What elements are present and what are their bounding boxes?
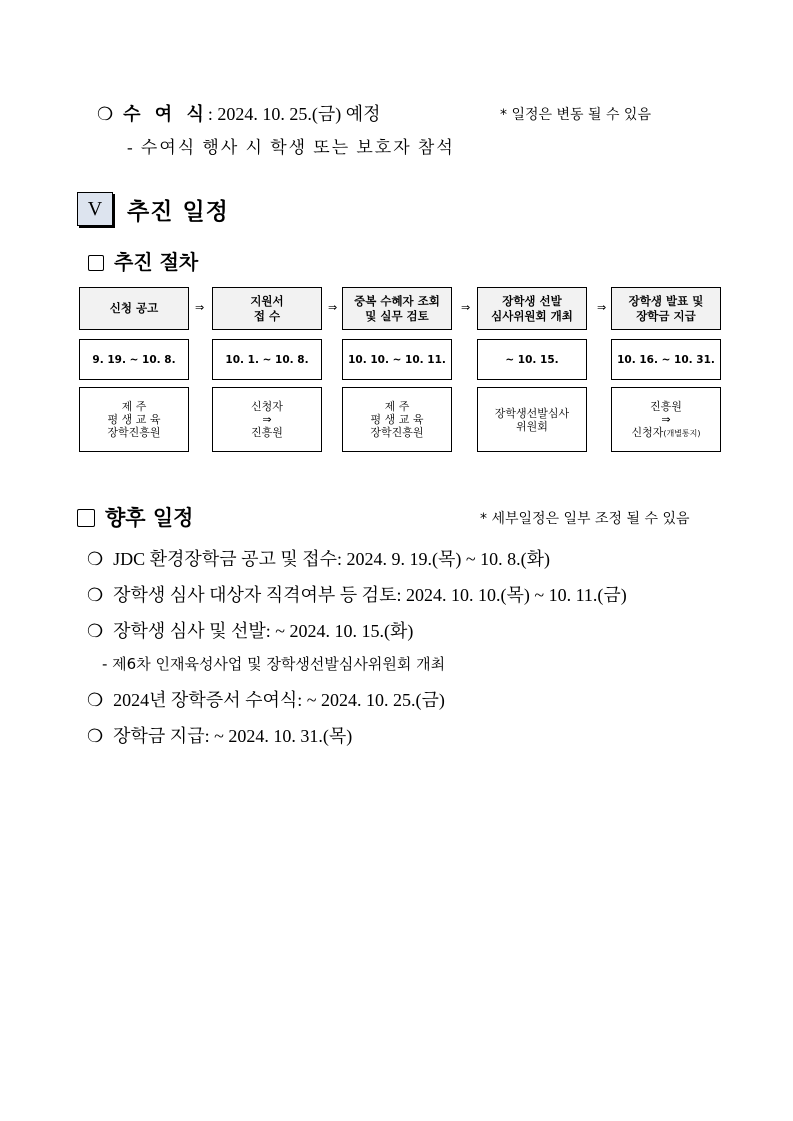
schedule-note: * 세부일정은 일부 조정 될 수 있음 xyxy=(480,511,690,527)
flow-step-label: 중복 수혜자 조회 xyxy=(354,293,440,308)
ceremony-date: : 2024. 10. 25.(금) 예정 xyxy=(207,104,381,124)
flow-date-box xyxy=(611,339,721,380)
flow-org-text: 신청자 xyxy=(631,425,664,439)
flow-step-box xyxy=(212,287,322,330)
flow-date-text: 10. 10. ~ 10. 11. xyxy=(348,353,446,366)
flow-step-box xyxy=(79,287,189,330)
bullet-circle: ❍ xyxy=(87,585,104,605)
flow-arrow-icon: ⇒ xyxy=(461,301,471,314)
schedule-item xyxy=(87,617,413,643)
flow-date-text: 10. 16. ~ 10. 31. xyxy=(617,353,715,366)
flow-org-box xyxy=(212,387,322,452)
flow-step-label: 장학생 발표 및 xyxy=(628,293,704,308)
flow-arrow-icon: ⇒ xyxy=(328,301,338,314)
flow-org-text: 위원회 xyxy=(516,419,548,433)
schedule-heading xyxy=(77,502,193,532)
flow-step-label: 지원서 xyxy=(250,293,284,308)
schedule-heading-text: 향후 일정 xyxy=(105,506,194,530)
flow-org-text: 평 생 교 육 xyxy=(107,412,161,426)
flow-org-text: ⇒ xyxy=(262,412,272,426)
flow-org-box xyxy=(342,387,452,452)
flow-arrow-icon: ⇒ xyxy=(597,301,607,314)
bullet-circle: ❍ xyxy=(87,690,104,710)
schedule-item xyxy=(87,722,352,748)
flow-step-label: 및 실무 검토 xyxy=(365,308,429,323)
flow-org-text: 제 주 xyxy=(384,399,410,413)
ceremony-sub: - 수여식 행사 시 학생 또는 보호자 참석 xyxy=(127,138,455,157)
flow-org-text: 진흥원 xyxy=(650,399,682,413)
flow-org-text: 진흥원 xyxy=(251,425,283,439)
flow-arrow-icon: ⇒ xyxy=(195,301,205,314)
flow-org-note: (개별통지) xyxy=(663,428,701,438)
bullet-circle: ❍ xyxy=(97,104,114,124)
schedule-item xyxy=(87,686,445,712)
schedule-item-text: 장학금 지급: ~ 2024. 10. 31.(목) xyxy=(113,726,353,746)
flow-date-text: ~ 10. 15. xyxy=(505,353,559,366)
flow-date-box xyxy=(212,339,322,380)
flow-org-text: 제 주 xyxy=(121,399,147,413)
ceremony-line xyxy=(97,100,381,126)
schedule-item-text: 장학생 심사 대상자 직격여부 등 검토: 2024. 10. 10.(목) ~ 10. 11.(금) xyxy=(113,585,627,605)
flow-org-text: ⇒ xyxy=(661,412,671,426)
schedule-item xyxy=(87,581,627,607)
flow-date-text: 9. 19. ~ 10. 8. xyxy=(92,353,176,366)
ceremony-label: 수 여 식 xyxy=(123,104,208,125)
schedule-item-text: JDC 환경장학금 공고 및 접수: 2024. 9. 19.(목) ~ 10. 8.(화) xyxy=(113,549,551,569)
square-bullet-icon xyxy=(88,255,104,271)
flow-date-box xyxy=(477,339,587,380)
schedule-sub-item: - 제6차 인재육성사업 및 장학생선발심사위원회 개최 xyxy=(102,655,446,673)
procedure-heading-text: 추진 절차 xyxy=(114,250,199,274)
flow-org-text: 장학진흥원 xyxy=(370,425,424,439)
flow-org-box xyxy=(477,387,587,452)
flow-org-text: 평 생 교 육 xyxy=(370,412,424,426)
flow-step-label: 장학생 선발 xyxy=(502,293,562,308)
section-title: 추진 일정 xyxy=(127,199,229,225)
bullet-circle: ❍ xyxy=(87,621,104,641)
flow-step-box xyxy=(611,287,721,330)
schedule-item-text: 2024년 장학증서 수여식: ~ 2024. 10. 25.(금) xyxy=(113,690,445,710)
flow-org-text: 장학진흥원 xyxy=(107,425,161,439)
flow-step-box xyxy=(477,287,587,330)
flow-step-label: 심사위원회 개최 xyxy=(491,308,573,323)
schedule-item xyxy=(87,545,550,571)
flow-step-label: 접 수 xyxy=(253,308,281,323)
flow-date-box xyxy=(342,339,452,380)
ceremony-note: * 일정은 변동 될 수 있음 xyxy=(500,107,651,123)
bullet-circle: ❍ xyxy=(87,549,104,569)
flow-step-label: 신청 공고 xyxy=(109,301,159,315)
flow-date-text: 10. 1. ~ 10. 8. xyxy=(225,353,309,366)
flow-date-box xyxy=(79,339,189,380)
flow-org-text: 장학생선발심사 xyxy=(494,406,570,420)
flow-step-box xyxy=(342,287,452,330)
flow-step-label: 장학금 지급 xyxy=(636,308,696,323)
square-bullet-icon xyxy=(77,509,95,527)
flow-org-text: 신청자 xyxy=(251,399,283,413)
flow-org-box xyxy=(79,387,189,452)
procedure-heading xyxy=(88,246,198,275)
bullet-circle: ❍ xyxy=(87,726,104,746)
section-number-box: V xyxy=(77,192,113,226)
flow-org-box xyxy=(611,387,721,452)
schedule-item-text: 장학생 심사 및 선발: ~ 2024. 10. 15.(화) xyxy=(113,621,414,641)
